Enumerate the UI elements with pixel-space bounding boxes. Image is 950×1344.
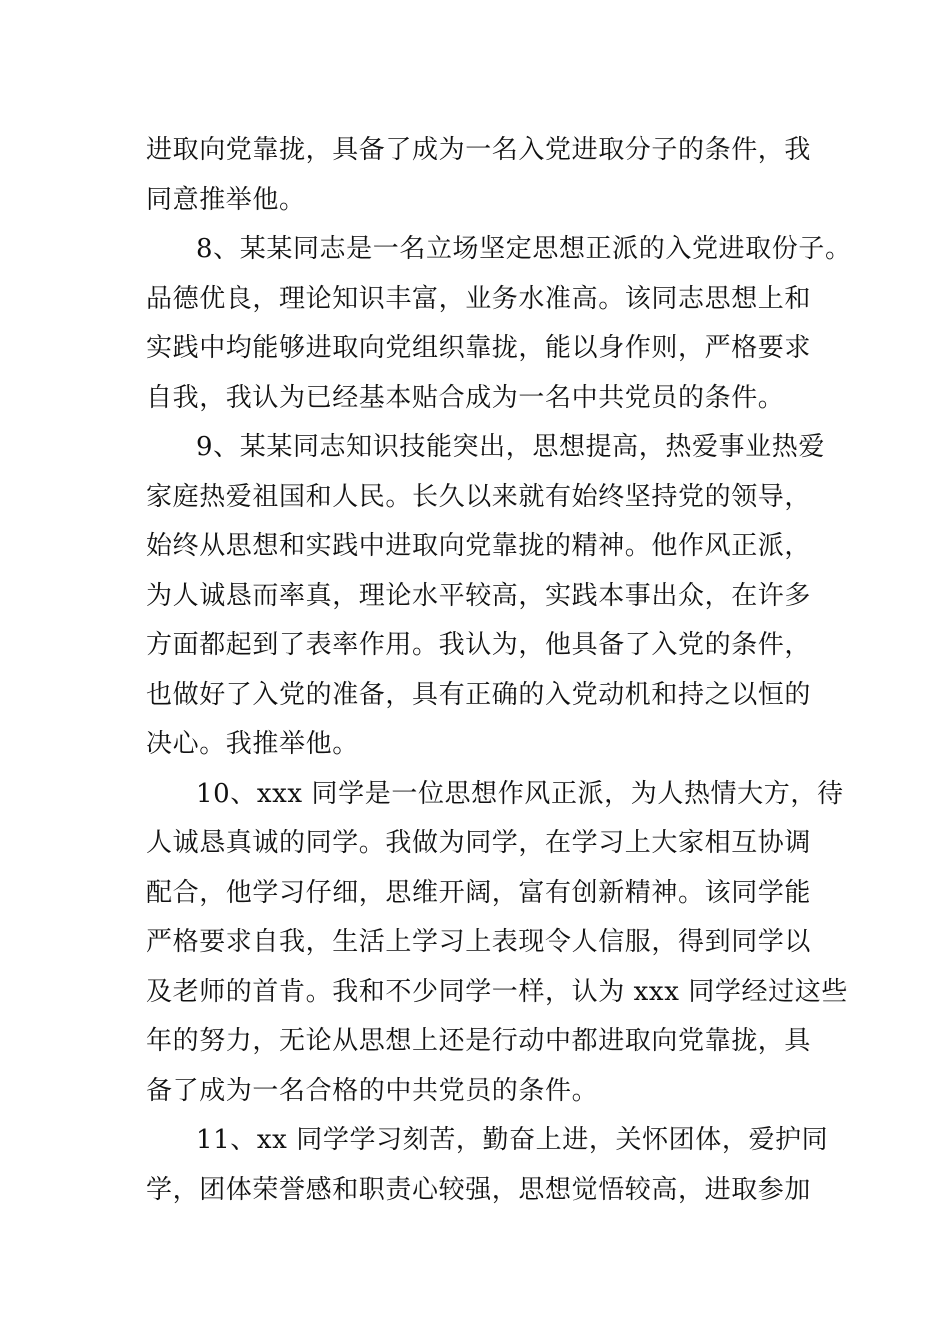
text-line: 也做好了入党的准备，具有正确的入党动机和持之以恒的 (146, 680, 812, 710)
text-line: 为人诚恳而率真，理论水平较高，实践本事出众，在许多 (146, 581, 812, 611)
text-line: 家庭热爱祖国和人民。长久以来就有始终坚持党的领导， (146, 482, 812, 512)
text-line: 年的努力，无论从思想上还是行动中都进取向党靠拢，具 (146, 1026, 812, 1056)
paragraph-8-start: 8、某某同志是一名立场坚定思想正派的入党进取份子。 (196, 234, 852, 264)
text-line: 配合，他学习仔细，思维开阔，富有创新精神。该同学能 (146, 878, 812, 908)
paragraph-9-start: 9、某某同志知识技能突出，思想提高，热爱事业热爱 (196, 432, 825, 462)
text-line: 严格要求自我，生活上学习上表现令人信服，得到同学以 (146, 927, 812, 957)
text-line: 人诚恳真诚的同学。我做为同学，在学习上大家相互协调 (146, 828, 812, 858)
paragraph-11-start: 11、xx 同学学习刻苦，勤奋上进，关怀团体，爱护同 (196, 1125, 829, 1155)
text-line: 方面都起到了表率作用。我认为，他具备了入党的条件， (146, 630, 812, 660)
text-line: 始终从思想和实践中进取向党靠拢的精神。他作风正派， (146, 531, 812, 561)
paragraph-10-start: 10、xxx 同学是一位思想作风正派，为人热情大方，待 (196, 779, 844, 809)
text-line: 决心。我推举他。 (146, 729, 359, 759)
text-line: 学，团体荣誉感和职责心较强，思想觉悟较高，进取参加 (146, 1175, 812, 1205)
text-line: 同意推举他。 (146, 185, 306, 215)
text-line: 自我，我认为已经基本贴合成为一名中共党员的条件。 (146, 383, 785, 413)
text-line: 进取向党靠拢，具备了成为一名入党进取分子的条件，我 (146, 135, 812, 165)
text-line: 备了成为一名合格的中共党员的条件。 (146, 1076, 599, 1106)
text-line: 品德优良，理论知识丰富，业务水准高。该同志思想上和 (146, 284, 812, 314)
text-line: 及老师的首肯。我和不少同学一样，认为 xxx 同学经过这些 (146, 977, 848, 1007)
text-line: 实践中均能够进取向党组织靠拢，能以身作则，严格要求 (146, 333, 812, 363)
